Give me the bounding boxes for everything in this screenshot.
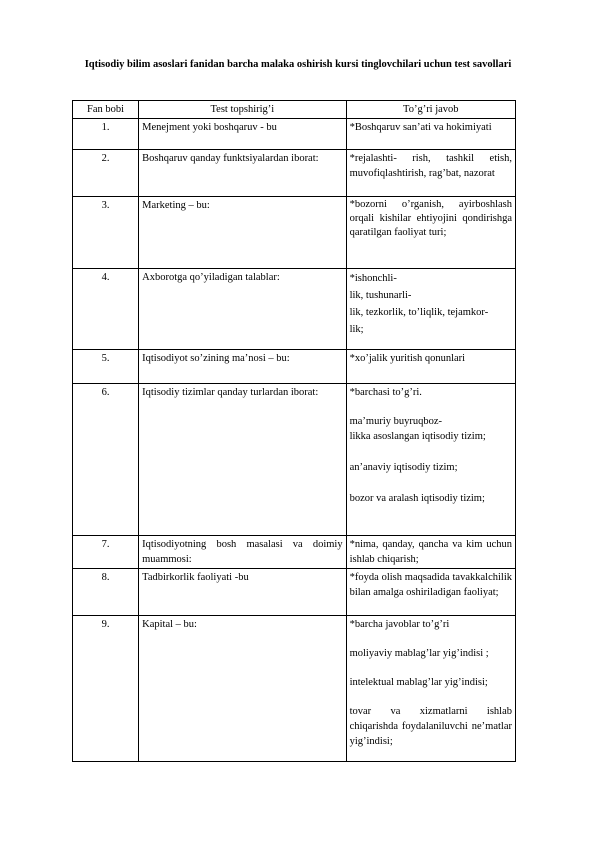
row-number: 1. xyxy=(73,119,139,150)
answer-text: *nima, qanday, qancha va kim uchun ishlab chiqarish; xyxy=(349,539,512,565)
header-answer: To’g’ri javob xyxy=(346,101,515,119)
answer-cell xyxy=(346,384,515,536)
row-number: 6. xyxy=(73,384,139,536)
answer-line: lik, tushunarli- xyxy=(349,290,412,301)
answer-line: *ishonchli- xyxy=(349,273,397,284)
row-number: 2. xyxy=(73,150,139,197)
question-text: Iqtisodiyotning bosh masalasi va doimiy muammosi: xyxy=(139,536,346,569)
table-row xyxy=(73,119,516,150)
question-text: Iqtisodiy tizimlar qanday turlardan iborat: xyxy=(139,384,346,536)
header-chapter: Fan bobi xyxy=(73,101,139,119)
answer-cell xyxy=(346,150,515,197)
answer-line: moliyaviy mablag’lar yig’indisi ; xyxy=(349,648,489,659)
answer-line: *barchasi to’g’ri. xyxy=(349,387,422,398)
question-text: Kapital – bu: xyxy=(139,616,346,762)
answer-line: intelektual mablag’lar yig’indisi; xyxy=(349,677,488,688)
answer-line: bozor va aralash iqtisodiy tizim; xyxy=(349,493,485,504)
table-row xyxy=(73,269,516,350)
table-row xyxy=(73,197,516,269)
answer-text: *foyda olish maqsadida tavakkalchilik bilan amalga oshiriladigan faoliyat; xyxy=(349,572,512,598)
row-number: 4. xyxy=(73,269,139,350)
row-number: 5. xyxy=(73,350,139,384)
question-text: Iqtisodiyot so’zining ma’nosi – bu: xyxy=(139,350,346,384)
question-text: Marketing – bu: xyxy=(139,197,346,269)
answer-text: *xo’jalik yuritish qonunlari xyxy=(349,353,466,364)
question-text: Axborotga qo’yiladigan talablar: xyxy=(139,269,346,350)
answer-text: *Boshqaruv san’ati va hokimiyati xyxy=(349,122,492,133)
document-title: Iqtisodiy bilim asoslari fanidan barcha malaka oshirish kursi tinglovchilari uchun test savollari xyxy=(84,59,512,70)
answer-line: ma’muriy buyruqboz- xyxy=(349,416,443,427)
answer-line: tovar va xizmatlarni ishlab chiqarishda foydalaniluvchi ne’matlar yig’indisi; xyxy=(349,706,512,747)
header-question: Test topshirig’i xyxy=(139,101,346,119)
table-row xyxy=(73,536,516,569)
answer-line: likka asoslangan iqtisodiy tizim; xyxy=(349,431,486,442)
question-text: Menejment yoki boshqaruv - bu xyxy=(139,119,346,150)
table-header-row xyxy=(73,101,516,119)
test-table xyxy=(72,100,516,762)
table-row xyxy=(73,569,516,616)
answer-cell xyxy=(346,536,515,569)
answer-cell xyxy=(346,269,515,350)
answer-line: lik, tezkorlik, to’liqlik, tejamkor- xyxy=(349,307,489,318)
table-row xyxy=(73,616,516,762)
question-text: Tadbirkorlik faoliyati -bu xyxy=(139,569,346,616)
question-text: Boshqaruv qanday funktsiyalardan iborat: xyxy=(139,150,346,197)
table-row xyxy=(73,150,516,197)
answer-text: *rejalashti- rish, tashkil etish, muvofiqlashtirish, rag’bat, nazorat xyxy=(349,153,512,179)
row-number: 8. xyxy=(73,569,139,616)
answer-cell xyxy=(346,119,515,150)
answer-line: an’anaviy iqtisodiy tizim; xyxy=(349,462,458,473)
answer-cell xyxy=(346,197,515,269)
row-number: 3. xyxy=(73,197,139,269)
row-number: 9. xyxy=(73,616,139,762)
table-row xyxy=(73,384,516,536)
answer-cell xyxy=(346,616,515,762)
answer-cell xyxy=(346,569,515,616)
answer-cell xyxy=(346,350,515,384)
table-row xyxy=(73,350,516,384)
answer-line: *barcha javoblar to’g’ri xyxy=(349,619,450,630)
answer-text: *bozorni o’rganish, ayirboshlash orqali kishilar ehtiyojini qondirishga qaratilgan faoliyat turi; xyxy=(349,199,512,238)
answer-line: lik; xyxy=(349,324,364,335)
row-number: 7. xyxy=(73,536,139,569)
